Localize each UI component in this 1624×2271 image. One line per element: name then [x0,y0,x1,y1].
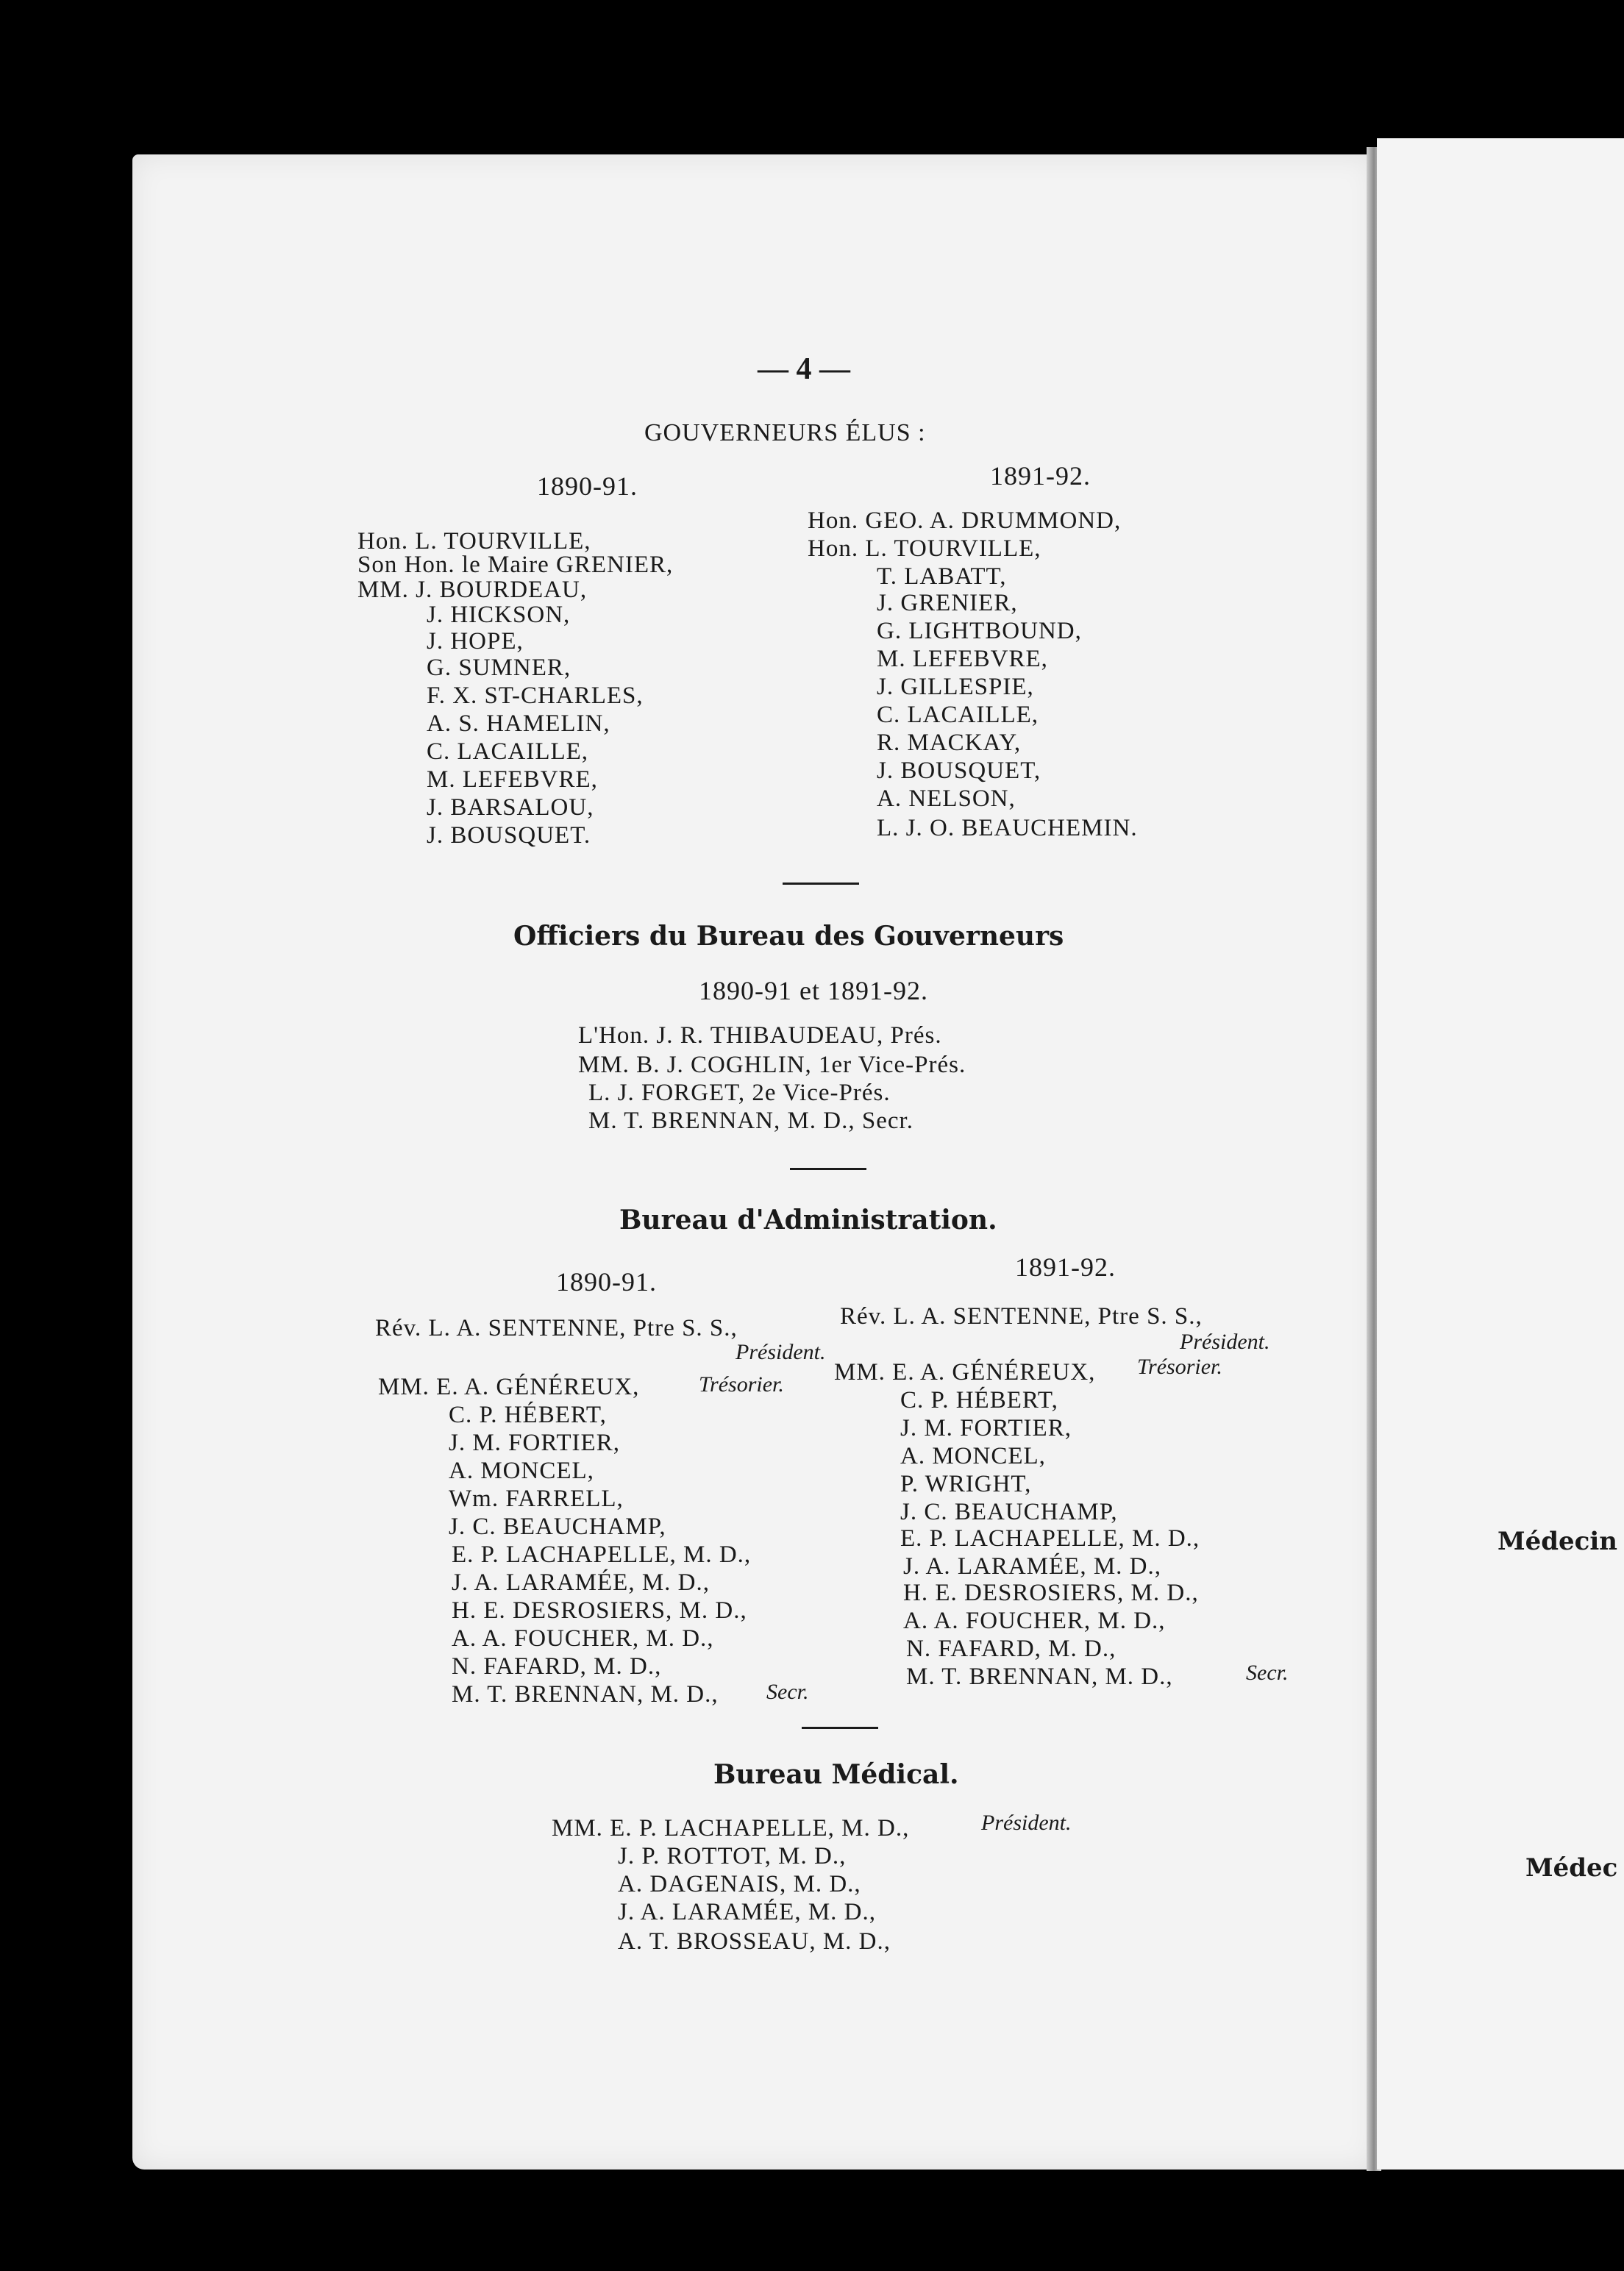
list-item: C. P. HÉBERT, [900,1387,1058,1413]
list-item: J. M. FORTIER, [900,1415,1072,1441]
role-label: Secr. [766,1680,809,1704]
list-item: A. DAGENAIS, M. D., [618,1871,861,1897]
administration-title: Bureau d'Administration. [619,1205,997,1236]
administration-year-right: 1891-92. [1015,1252,1116,1282]
list-item: G. SUMNER, [427,655,571,681]
list-item: J. A. LARAMÉE, M. D., [452,1569,710,1596]
list-item: J. M. FORTIER, [449,1430,620,1456]
list-item: N. FAFARD, M. D., [452,1653,662,1680]
right-page-fragment-1: Médecin [1497,1527,1618,1556]
page-number: — 4 — [758,352,850,386]
list-item: L'Hon. J. R. THIBAUDEAU, Prés. [578,1022,942,1049]
officiers-title: Officiers du Bureau des Gouverneurs [513,921,1064,952]
list-item: J. BOUSQUET. [427,822,591,849]
medical-title: Bureau Médical. [713,1759,959,1790]
list-item: M. T. BRENNAN, M. D., [906,1664,1173,1690]
role-label: Trésorier. [699,1372,784,1397]
list-item: E. P. LACHAPELLE, M. D., [452,1541,752,1568]
gouverneurs-year-left: 1890-91. [537,471,638,501]
list-item: C. P. HÉBERT, [449,1402,607,1428]
list-item: A. NELSON, [877,785,1016,812]
list-item: J. GILLESPIE, [877,674,1034,700]
list-item: Hon. L. TOURVILLE, [808,535,1041,562]
list-item: A. A. FOUCHER, M. D., [903,1608,1166,1634]
list-item: P. WRIGHT, [900,1471,1032,1497]
list-item: J. GRENIER, [877,590,1018,616]
officiers-years: 1890-91 et 1891-92. [699,976,928,1005]
list-item: MM. B. J. COGHLIN, 1er Vice-Prés. [578,1052,966,1078]
list-item: Son Hon. le Maire GRENIER, [357,552,674,578]
right-page-fragment-2: Médec [1525,1853,1618,1883]
list-item: M. LEFEBVRE, [427,766,598,793]
list-item: J. C. BEAUCHAMP, [900,1499,1118,1525]
list-item: Rév. L. A. SENTENNE, Ptre S. S., [840,1303,1203,1330]
list-item: J. HICKSON, [427,602,571,628]
list-item: L. J. O. BEAUCHEMIN. [877,815,1138,841]
list-item: M. T. BRENNAN, M. D., Secr. [588,1108,914,1134]
administration-year-left: 1890-91. [556,1267,657,1297]
list-item: N. FAFARD, M. D., [906,1636,1116,1662]
list-item: F. X. ST-CHARLES, [427,682,644,709]
list-item: A. MONCEL, [449,1458,594,1484]
gouverneurs-year-right: 1891-92. [990,461,1091,491]
list-item: M. T. BRENNAN, M. D., [452,1681,719,1708]
section-divider [790,1168,866,1170]
list-item: Hon. L. TOURVILLE, [357,528,591,555]
role-label: Président. [981,1811,1072,1835]
role-label: Président. [736,1340,826,1364]
section-divider [783,883,859,885]
list-item: A. S. HAMELIN, [427,710,610,737]
list-item: MM. J. BOURDEAU, [357,577,588,603]
list-item: Wm. FARRELL, [449,1486,624,1512]
list-item: J. P. ROTTOT, M. D., [618,1843,847,1869]
list-item: MM. E. A. GÉNÉREUX, [834,1359,1096,1386]
role-label: Trésorier. [1137,1355,1222,1379]
list-item: C. LACAILLE, [877,702,1039,728]
list-item: Rév. L. A. SENTENNE, Ptre S. S., [375,1315,738,1341]
role-label: Président. [1180,1330,1270,1354]
list-item: MM. E. A. GÉNÉREUX, [378,1374,640,1400]
list-item: H. E. DESROSIERS, M. D., [903,1580,1199,1606]
list-item: L. J. FORGET, 2e Vice-Prés. [588,1080,891,1106]
list-item: A. MONCEL, [900,1443,1046,1469]
list-item: H. E. DESROSIERS, M. D., [452,1597,747,1624]
list-item: C. LACAILLE, [427,738,589,765]
list-item: J. A. LARAMÉE, M. D., [618,1899,877,1925]
list-item: R. MACKAY, [877,730,1022,756]
list-item: A. T. BROSSEAU, M. D., [618,1928,891,1955]
gouverneurs-title: GOUVERNEURS ÉLUS : [644,419,926,446]
list-item: J. A. LARAMÉE, M. D., [903,1553,1162,1580]
list-item: J. HOPE, [427,628,524,655]
role-label: Secr. [1246,1661,1289,1685]
list-item: Hon. GEO. A. DRUMMOND, [808,507,1122,534]
list-item: J. BOUSQUET, [877,757,1041,784]
list-item: M. LEFEBVRE, [877,646,1048,672]
section-divider [802,1727,878,1729]
list-item: E. P. LACHAPELLE, M. D., [900,1525,1200,1552]
list-item: A. A. FOUCHER, M. D., [452,1625,714,1652]
list-item: J. BARSALOU, [427,794,594,821]
list-item: G. LIGHTBOUND, [877,618,1082,644]
list-item: J. C. BEAUCHAMP, [449,1514,666,1540]
list-item: T. LABATT, [877,563,1007,590]
list-item: MM. E. P. LACHAPELLE, M. D., [552,1815,910,1842]
